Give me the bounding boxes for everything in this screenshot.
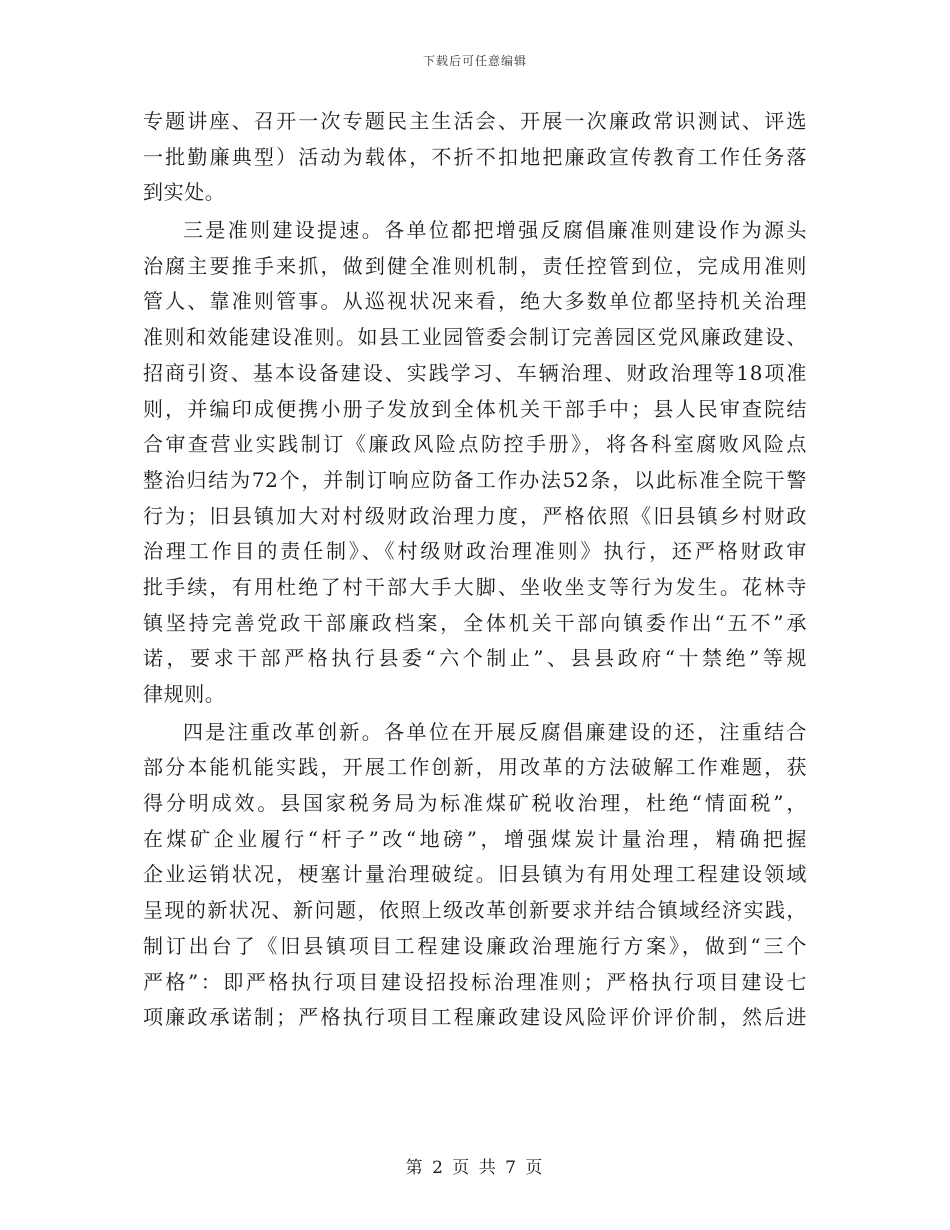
text-line: 一批勤廉典型）活动为载体，不折不扣地把廉政宣传教育工作任务落 bbox=[143, 144, 807, 169]
text-line: 整治归结为72个，并制订响应防备工作办法52条，以此标准全院干警 bbox=[143, 467, 807, 492]
text-line: 招商引资、基本设备建设、实践学习、车辆治理、财政治理等18项准 bbox=[143, 360, 807, 385]
text-line: 镇坚持完善党政干部廉政档案，全体机关干部向镇委作出“五不”承 bbox=[143, 610, 807, 635]
text-line: 律规则。 bbox=[143, 682, 226, 706]
text-line: 四是注重改革创新。各单位在开展反腐倡廉建设的还，注重结合 bbox=[183, 719, 807, 744]
text-line: 三是准则建设提速。各单位都把增强反腐倡廉准则建设作为源头 bbox=[183, 218, 807, 243]
text-line: 项廉政承诺制；严格执行项目工程廉政建设风险评价评价制，然后进 bbox=[143, 1005, 807, 1030]
text-line: 合审查营业实践制订《廉政风险点防控手册》，将各科室腐败风险点 bbox=[143, 432, 807, 457]
text-line: 部分本能机能实践，开展工作创新，用改革的方法破解工作难题，获 bbox=[143, 755, 807, 780]
text-line: 批手续，有用杜绝了村干部大手大脚、坐收坐支等行为发生。花林寺 bbox=[143, 574, 807, 599]
paragraph-2 bbox=[143, 213, 807, 713]
text-line: 治理工作目的责任制》、《村级财政治理准则》执行，还严格财政审 bbox=[143, 539, 807, 564]
text-line: 到实处。 bbox=[143, 180, 226, 205]
text-line: 诺，要求干部严格执行县委“六个制止”、县县政府“十禁绝”等规 bbox=[143, 646, 807, 671]
text-line: 行为；旧县镇加大对村级财政治理力度，严格依照《旧县镇乡村财政 bbox=[143, 503, 807, 528]
paragraph-3 bbox=[143, 715, 807, 1036]
text-line: 准则和效能建设准则。如县工业园管委会制订完善园区党风廉政建设、 bbox=[143, 325, 807, 350]
text-line: 呈现的新状况、新问题，依照上级改革创新要求并结合镇域经济实践， bbox=[143, 898, 807, 923]
page-header: 下载后可任意编辑 bbox=[422, 54, 527, 68]
text-line: 则，并编印成便携小册子发放到全体机关干部手中；县人民审查院结 bbox=[143, 396, 807, 421]
page-number-footer: 第 2 页 共 7 页 bbox=[405, 1158, 545, 1178]
text-line: 制订出台了《旧县镇项目工程建设廉政治理施行方案》，做到“三个 bbox=[143, 933, 807, 958]
text-line: 管人、靠准则管事。从巡视状况来看，绝大多数单位都坚持机关治理 bbox=[143, 289, 807, 314]
text-line: 治腐主要推手来抓，做到健全准则机制，责任控管到位，完成用准则 bbox=[143, 253, 807, 278]
document-body bbox=[143, 104, 807, 1036]
text-line: 严格”：即严格执行项目建设招投标治理准则；严格执行项目建设七 bbox=[143, 969, 807, 994]
text-line: 企业运销状况，梗塞计量治理破绽。旧县镇为有用处理工程建设领域 bbox=[143, 862, 807, 887]
text-line: 在煤矿企业履行“杆子”改“地磅”，增强煤炭计量治理，精确把握 bbox=[143, 826, 807, 851]
text-line: 专题讲座、召开一次专题民主生活会、开展一次廉政常识测试、评选 bbox=[143, 109, 807, 133]
paragraph-1 bbox=[143, 104, 807, 211]
text-line: 得分明成效。县国家税务局为标准煤矿税收治理，杜绝“情面税”， bbox=[143, 791, 807, 816]
